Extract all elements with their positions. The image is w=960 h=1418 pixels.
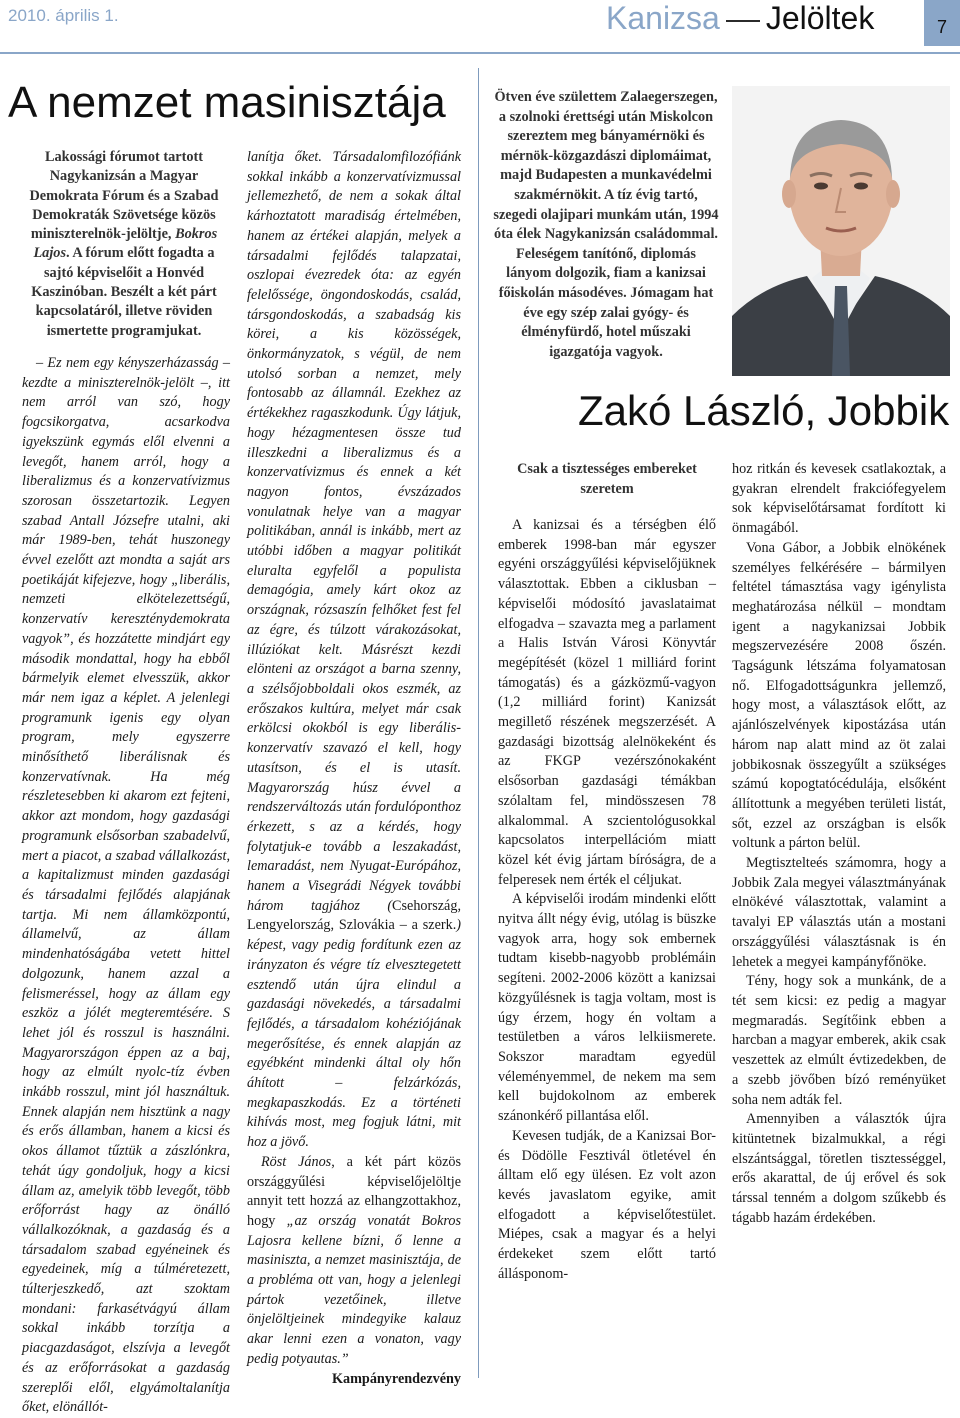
article-subheading: Csak a tisztességes embereket szeretem <box>517 461 697 497</box>
column-4-paragraph: Vona Gábor, a Jobbik elnökének személyes felkérésére – bármilyen feltétel támasztása vagy igénylista meghatározása nélkül – mondtam igent a nagykanizsai Jobbik megszervezésére 2008 őszén. Tagságunk létszáma folyamatosan nő. Elfogadottságunkra jellemző, hogy most, a választások előtt, az ajánlószelvények kipostázása után három nap alatt mind az öt zalai jobbikosnak összegyűlt a szükséges számú kopogtatócédulája, elsőként állítottunk a megyében területi listát, sőt, ezzel az országban is elsők voltunk a párton belül. <box>732 539 946 852</box>
column-3-paragraph: Kevesen tudják, de a Kanizsai Bor- és Dödölle Fesztivál ötletével én álltam elő egy ülésen. Ez volt azon kevés javaslatom egyike, amit elfogadott a képviselőtestület. Miépes, csak a magyar és a helyi érdekeket szem előtt tartó állásponom- <box>498 1127 716 1282</box>
candidate-photo <box>732 86 950 376</box>
column-4-paragraph: Amennyiben a választók újra kitüntetnek bizalmukkal, a régi elszántsággal, töretlen tisztességgel, erős akarattal, de új erővel és sok társsal tenném a dolgom szűkebb és tágabb hazám érdekében. <box>732 1111 946 1226</box>
article-signature: Kampányrendezvény <box>331 1370 461 1387</box>
column-4-paragraph: Megtisztelteés számomra, hogy a Jobbik Zala megyei választmányának elnökévé választottak, valamint a tavalyi EP választás után a mostani országgyűlési választásnak is én lehetek a megyei kampányfőnöke. <box>732 855 946 970</box>
section-category: Jelöltek <box>765 0 875 36</box>
column-1-text: – Ez nem egy kényszerházasság – kezdte a miniszterelnök-jelölt –, itt nem arról van szó, hogy fogcsikorgatva, acsarkodva igyekszünk egymás elől elvenni a levegőt, hanem arról, hogy a liberalizmus és a konzervatívizmus szorosan összetartozik. Legyen szabad Antall Józsefre utalni, aki már 1989-ben, tehát huszonegy évvel ezelőtt azt mondta a saját ars poetikáját kifejezve, hogy „liberális, nemzeti elkötelezettségű, konzervatív kereszténydemokrata vagyok”, és hozzátette mindjárt egy második mondattal, hogy ha ebből bármelyik elemet elvesszük, akkor már nem igaz a képlet. A jelenlegi programunk igenis egy olyan program, mely egyszerre minősíthető liberálisnak és konzervatívnak. Ha még részletesebben ki akarom ezt fejteni, akkor azt mondom, hogy gazdasági programunk elsősorban szabadelvű, mert a piacot, a szabad vállalkozást, a kapitalizmust minden gazdasági és társadalmi fejlődés alapjának tartja. Mi nem államközpontú, államelvű, az állam mindenhatóságába vetett hittel dolgozunk, hanem azzal a felismeréssel, hogy az állam egy eszköz a jólét megteremtésére. S lehet jól és rosszul is használni. Magyarországon éppen az a baj, hogy az elmúlt nyolc-tíz évben inkább rosszul, mint jól használtuk. Ennek alapján nem hisztünk a nagy és erős államban, hanem a kicsi és okos államot tűztük a zászlónkra, tehát úgy gondoljuk, hogy a kicsi állam az, amelyik több levegőt, több erőforrást hagy az önálló vállalkozóknak, a gazdaság és a társadalom szabad egyéneinek és egyedeinek, míg a túlméretezett, túlterjeszkedő, azt szoktam mondani: farkasétvágyú állam sokkal inkább torzítja a piacgazdaságot, elszívja a levegőt és az erőforrásokat a gazdaság szereplői elől, elgyámoltalanítja őket, elönállót- <box>22 355 230 1416</box>
lead-text-end: . A fórum előtt fogadta a sajtó képviselőit a Honvéd Kaszinóban. Beszélt a két párt kapcsolatáról, illetve röviden ismertette programjukat. <box>31 245 217 339</box>
candidate-name: Zakó László, Jobbik <box>578 387 950 434</box>
column-2-text-b: ) képest, vagy pedig fordítunk ezen az irányzaton és végre tíz elvesztegetett esztendő után újra elindul a gazdasági növekedés, a társadalmi fejlődés, a társadalom kohéziójának megerősítése, és ennek alapján az egyébként mindenki által oly hőn áhított – felzárkózás, megkapaszkodás. Ez a történeti kihívás most, meg fogjuk látni, mit hoz a jövő. <box>247 917 461 1151</box>
rost-name: Röst János <box>261 1153 332 1170</box>
page-number: 7 <box>924 0 960 46</box>
header-dash <box>726 20 760 22</box>
article-column-1 <box>22 354 230 1418</box>
section-name: Kanizsa <box>606 0 720 36</box>
candidate-bio: Ötven éve születtem Zalaegerszegen, a szolnoki érettségi után Miskolcon szereztem meg bányamérnöki és mérnök-közgazdászi diplomáimat, majd Budapesten a munkavédelmi szakmérnökit. A tíz évig tartó, szegedi olajipari munkám után, 1994 óta élek Nagykanizsán családommal. Feleségem tanítónő, diplomás lányom dolgozik, fiam a kanizsai főiskolán másodéves. Jómagam hat éve egy szép zalai gyógy- és élményfürdő, hotel műszaki igazgatója vagyok. <box>493 89 719 360</box>
column-4-paragraph: Tény, hogy sok a munkánk, de a tét sem kicsi: ez pedig a magyar megmaradás. Segítőink ebben a harcban a magyar emberek, akik csak veszettek az elmúlt évtizedekben, de a szebb jövőben bízó reményüket soha nem adták fel. <box>732 973 946 1108</box>
column-2-text-a: lanítja őket. Társadalomfilozófiánk sokkal inkább a konzervatívizmussal jellemezhető, de nem a sokak által kárhoztatott maradiság értelmében, hanem az értékei alapján, melyek a társadalmi fejlődés talapzatai, oszlopai évezredek óta: az egyén felelőssége, öngondoskodás, család, társgondoskodás, a szabadság kis körei, a kis közösségek, önkormányzatok, s végül, de nem utolsó sorban a nemzet, mely fontosabb az államnál. Ezekhez az értékekhez ragaszkodunk. Úgy látjuk, hogy hézagmentesen össze tud illeszkedni a liberalizmus és a konzervatívizmus és ennek a két nagyon fontos, évszázados vonulatnak helye van a magyar politikában, annál is inkább, mert az utóbbi időben a magyar politikát eluralta egyfelől a populista demagógia, amely kárt okoz az országnak, rózsaszín felhőket fest fel az égre, és túlzott várakozásokat, illúziókat kelt. Másrészt kezdi elönteni az országot a barna szenny, a szélsőjobboldali okos eszmék, az erőszakos kultúra, melyet már csak erkölcsi okokból is egy liberális-konzervatív szavazó el kell, hogy utasítson, és el is utasít. Magyarország húsz évvel a rendszerváltozás után fordulóponthoz érkezett, s az a kérdés, hogy folytatjuk-e tovább a leszakadást, lemaradást, nem Nyugat-Európához, hanem a Visegrádi Négyek további három tagjához ( <box>247 149 461 914</box>
column-3-paragraph: A képviselői irodám mindenki előtt nyitva állt négy évig, utólag is büszke vagyok arra, hogy sok embernek tudtam kisebb-nagyobb problémáin segíteni. 2002-2006 között a kanizsai közgyűlésnek is tagja voltam, most is úgy érzem, hogy én voltam a testületben a város lelkiismerete. Sokszor maradtam egyedül véleményemmel, de nekem ma sem kell bujdokolnom az emberek szánonkérő pillantása elől. <box>498 891 716 1125</box>
lead-candidate-name: Bokros Lajos <box>33 226 218 262</box>
column-divider <box>478 68 479 1378</box>
column-2-text <box>247 148 461 1153</box>
lead-text: Lakossági fórumot tartott Nagykanizsán a Magyar Demokrata Fórum és a Szabad Demokraták Szövetsége közös miniszterelnök-jelöltje, <box>29 149 219 243</box>
article-title: A nemzet masinisztája <box>8 78 446 127</box>
rost-quote: „az ország vonatát Bokros Lajosra kellene bízni, ő lenne a masiniszta, a nemzet masinisztája, de a probléma ott van, hogy a jelenlegi pártok vezetőinek, illetve önjelöltjeinek mindegyike kalauz akar lenni ezen a vonaton, vagy pedig potyautas.” <box>247 1212 461 1367</box>
rost-text: , a két párt közös országgyűlési képviselőjelöltje annyit tett hozzá az elhangzottakhoz, hogy <box>247 1153 461 1229</box>
portrait-illustration <box>732 86 950 376</box>
article-lead <box>22 148 226 341</box>
article-column-2 <box>247 148 461 1389</box>
article-column-3 <box>498 516 716 1284</box>
column-2-countries: Csehország, Lengyelország, Szlovákia – a szerk. <box>247 897 461 934</box>
section-header <box>606 0 874 37</box>
header-rule <box>0 52 960 54</box>
column-2-rost-paragraph <box>247 1153 461 1370</box>
article-column-4 <box>732 460 946 1228</box>
column-3-paragraph: A kanizsai és a térségben élő emberek 1998-ban már egyszer egyéni országgyűlési képviselőjüknek választottak. Ebben a ciklusban – képviselői módosító javaslataimat elfogadva – szavazta meg a parlament a Halis István Városi Könyvtár megépítését (közel 1 milliárd forint támogatás) és a gázközmű-vagyon (1,2 milliárd forint) Kanizsát megillető részének megszerzését. A gazdasági bizottság alelnökeként és az FKGP vezérszónokaként elsősorban gazdasági témákban szólaltam fel, mindösszesen 78 alkalommal. A szcientológusokkal kapcsolatos interpellációm miatt közel két évig jártam bíróságra, de a felperesek nem érték el céljukat. <box>498 517 716 888</box>
issue-date: 2010. április 1. <box>8 6 119 25</box>
column-4-paragraph: hoz ritkán és kevesek csatlakoztak, a gyakran elrendelt frakciófegyelem sok képviselőtársamat fordított ki önmagából. <box>732 461 946 537</box>
